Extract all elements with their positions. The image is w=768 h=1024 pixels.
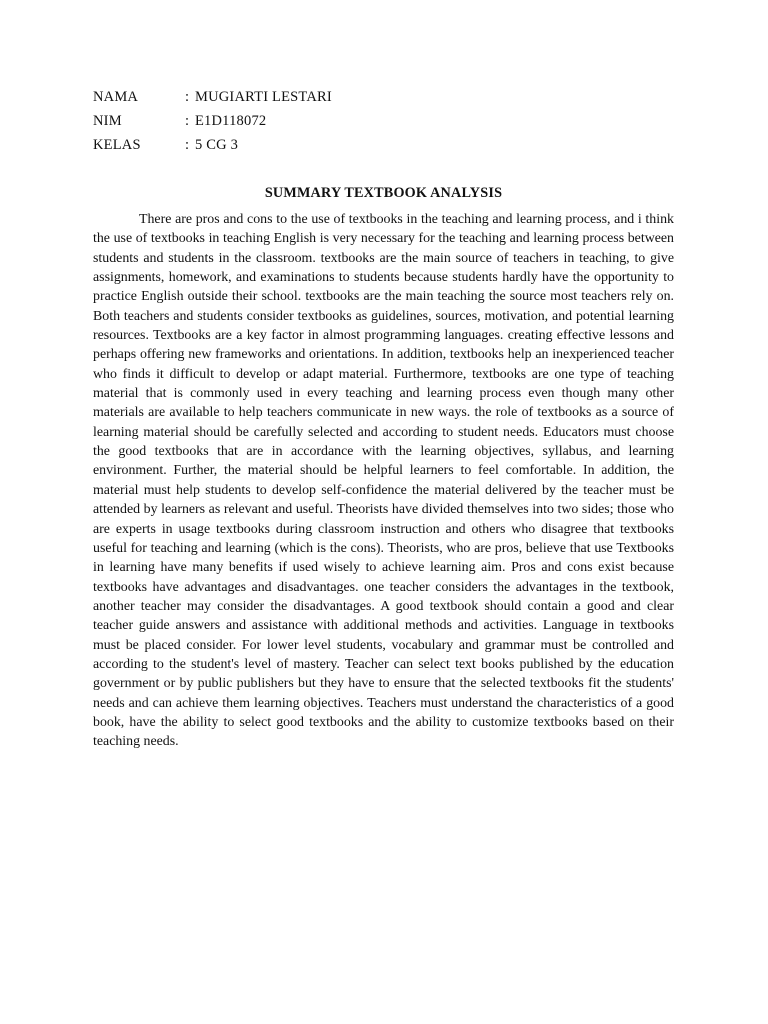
class-label: KELAS	[93, 137, 141, 153]
name-separator: :	[185, 89, 190, 105]
summary-paragraph: There are pros and cons to the use of textbooks in the teaching and learning process, and i think the use of textbooks in teaching English is very necessary for the teaching and learning process between students and students in the classroom. textbooks are the main source of teachers in teaching, to give assignments, homework, and examinations to students because students hardly have the opportunity to practice English outside their school. textbooks are the main teaching the source most teachers rely on. Both teachers and students consider textbooks as guidelines, sources, motivation, and potential learning resources. Textbooks are a key factor in almost programming languages. creating effective lessons and perhaps offering new frameworks and orientations. In addition, textbooks help an inexperienced teacher who finds it difficult to develop or adapt material. Furthermore, textbooks are one type of teaching material that is commonly used in every teaching and learning process even though many other materials are available to help teachers communicate in new ways. the role of textbooks as a source of learning material should be carefully selected and according to student needs. Educators must choose the good textbooks that are in accordance with the learning objectives, syllabus, and learning environment. Further, the material should be helpful learners to feel comfortable. In addition, the material must help students to develop self-confidence the material delivered by the teacher must be attended by learners as relevant and useful. Theorists have divided themselves into two sides; those who are experts in usage textbooks during classroom instruction and others who disagree that textbooks useful for teaching and learning (which is the cons). Theorists, who are pros, believe that use Textbooks in learning have many benefits if used wisely to achieve learning aim. Pros and cons exist because textbooks have advantages and disadvantages. one teacher considers the advantages in the textbook, another teacher may consider the disadvantages. A good textbook should contain a good and clear teacher guide answers and assistance with additional methods and activities. Language in textbooks must be placed consider. For lower level students, vocabulary and grammar must be controlled and according to the student's level of mastery. Teacher can select text books published by the education government or by public publishers but they have to ensure that the selected textbooks fit the students' needs and can achieve them learning objectives. Teachers must understand the characteristics of a good book, have the ability to select good textbooks and the ability to customize textbooks based on their teaching needs.	[93, 212, 674, 750]
name-row	[93, 87, 493, 111]
class-row	[93, 135, 493, 159]
nim-label: NIM	[93, 113, 122, 129]
name-label: NAMA	[93, 89, 139, 105]
document-title: SUMMARY TEXTBOOK ANALYSIS	[264, 185, 503, 201]
student-identity	[93, 87, 493, 159]
nim-separator: :	[185, 113, 190, 129]
nim-row	[93, 111, 493, 135]
class-value: 5 CG 3	[195, 137, 239, 153]
name-value: MUGIARTI LESTARI	[195, 89, 332, 105]
nim-value: E1D118072	[195, 113, 267, 129]
class-separator: :	[185, 137, 190, 153]
